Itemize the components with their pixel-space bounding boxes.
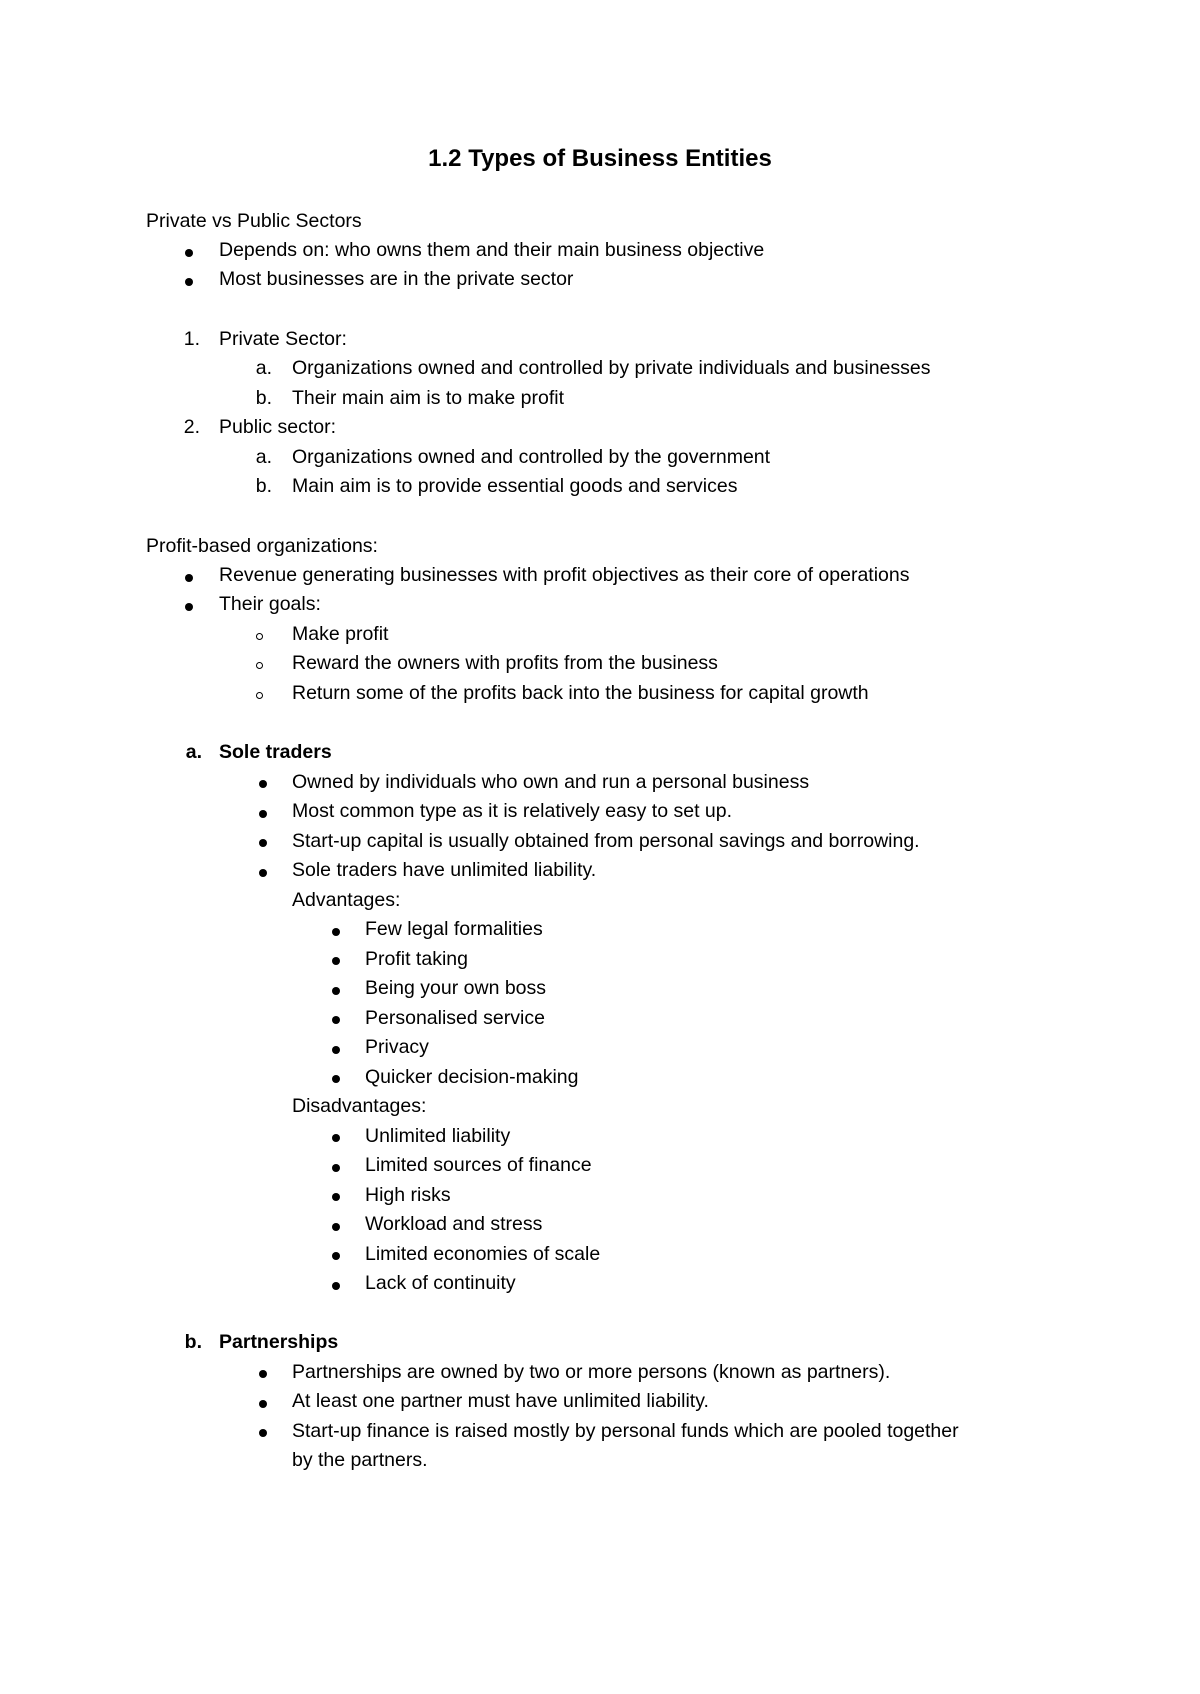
bullet-icon bbox=[332, 1223, 340, 1231]
list-item: Workload and stress bbox=[365, 1213, 543, 1235]
list-item: Their main aim is to make profit bbox=[292, 387, 565, 409]
list-marker: b. bbox=[255, 475, 272, 497]
list-item: Personalised service bbox=[365, 1007, 545, 1029]
bullet-icon bbox=[259, 1429, 267, 1437]
list-item: Most businesses are in the private sector bbox=[219, 268, 574, 290]
list-item: Depends on: who owns them and their main business objective bbox=[219, 239, 765, 261]
list-item: Main aim is to provide essential goods and services bbox=[292, 475, 738, 497]
bullet-icon bbox=[332, 1193, 340, 1201]
list-item: Organizations owned and controlled by the government bbox=[292, 446, 771, 468]
list-item: Return some of the profits back into the business for capital growth bbox=[292, 682, 869, 704]
list-item: Reward the owners with profits from the business bbox=[292, 652, 718, 674]
list-item: Quicker decision-making bbox=[365, 1066, 579, 1088]
bullet-icon bbox=[332, 1252, 340, 1260]
list-item: Make profit bbox=[292, 623, 389, 645]
bullet-icon bbox=[332, 1164, 340, 1172]
circle-bullet-icon bbox=[256, 633, 263, 640]
advantages-label: Advantages: bbox=[292, 889, 401, 911]
list-item: High risks bbox=[365, 1184, 451, 1206]
list-item: At least one partner must have unlimited liability. bbox=[292, 1390, 709, 1412]
list-marker: a. bbox=[255, 357, 272, 379]
list-item-continuation: by the partners. bbox=[292, 1449, 428, 1471]
list-item: Revenue generating businesses with profit objectives as their core of operations bbox=[219, 564, 910, 586]
list-item: Public sector: bbox=[219, 416, 337, 438]
bullet-icon bbox=[185, 603, 193, 611]
circle-bullet-icon bbox=[256, 692, 263, 699]
list-item: Organizations owned and controlled by private individuals and businesses bbox=[292, 357, 931, 379]
section-heading-sole-traders: Sole traders bbox=[219, 741, 332, 763]
bullet-icon bbox=[332, 928, 340, 936]
list-item: Privacy bbox=[365, 1036, 429, 1058]
list-item: Most common type as it is relatively easy to set up. bbox=[292, 800, 733, 822]
list-item: Being your own boss bbox=[365, 977, 547, 999]
list-item: Unlimited liability bbox=[365, 1125, 511, 1147]
list-item: Profit taking bbox=[365, 948, 468, 970]
list-marker: 2. bbox=[183, 416, 200, 438]
list-item: Start-up finance is raised mostly by personal funds which are pooled together bbox=[292, 1420, 959, 1442]
list-item: Their goals: bbox=[219, 593, 321, 615]
bullet-icon bbox=[259, 869, 267, 877]
bullet-icon bbox=[332, 1282, 340, 1290]
bullet-icon bbox=[185, 278, 193, 286]
bullet-icon bbox=[332, 987, 340, 995]
list-item: Limited sources of finance bbox=[365, 1154, 592, 1176]
section-heading-partnerships: Partnerships bbox=[219, 1331, 339, 1353]
bullet-icon bbox=[259, 1370, 267, 1378]
list-item: Owned by individuals who own and run a personal business bbox=[292, 771, 810, 793]
profit-heading: Profit-based organizations: bbox=[146, 535, 378, 557]
circle-bullet-icon bbox=[256, 662, 263, 669]
bullet-icon bbox=[332, 1134, 340, 1142]
list-item: Start-up capital is usually obtained from personal savings and borrowing. bbox=[292, 830, 920, 852]
bullet-icon bbox=[185, 574, 193, 582]
list-marker: a. bbox=[255, 446, 272, 468]
bullet-icon bbox=[259, 780, 267, 788]
list-marker: b. bbox=[255, 387, 272, 409]
list-marker: 1. bbox=[183, 328, 200, 350]
list-item: Limited economies of scale bbox=[365, 1243, 601, 1265]
list-item: Private Sector: bbox=[219, 328, 347, 350]
list-item: Few legal formalities bbox=[365, 918, 543, 940]
bullet-icon bbox=[259, 839, 267, 847]
sectors-heading: Private vs Public Sectors bbox=[146, 210, 362, 232]
bullet-icon bbox=[185, 249, 193, 257]
bullet-icon bbox=[259, 1400, 267, 1408]
bullet-icon bbox=[332, 1016, 340, 1024]
section-marker: a. bbox=[185, 741, 202, 763]
disadvantages-label: Disadvantages: bbox=[292, 1095, 427, 1117]
section-marker: b. bbox=[184, 1331, 202, 1353]
document-title: 1.2 Types of Business Entities bbox=[428, 145, 772, 172]
list-item: Sole traders have unlimited liability. bbox=[292, 859, 597, 881]
bullet-icon bbox=[259, 810, 267, 818]
bullet-icon bbox=[332, 1046, 340, 1054]
list-item: Lack of continuity bbox=[365, 1272, 516, 1294]
bullet-icon bbox=[332, 1075, 340, 1083]
list-item: Partnerships are owned by two or more persons (known as partners). bbox=[292, 1361, 891, 1383]
bullet-icon bbox=[332, 957, 340, 965]
